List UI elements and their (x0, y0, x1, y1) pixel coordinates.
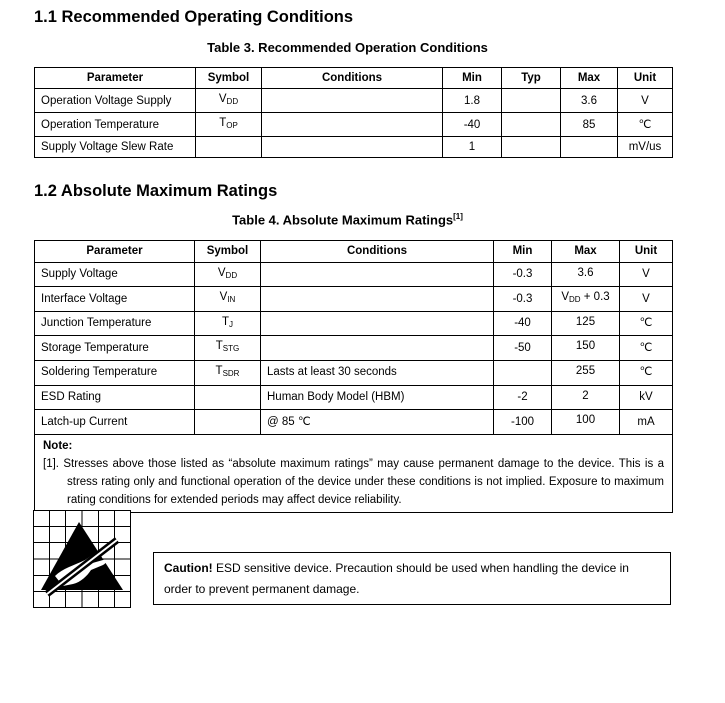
min-cell: -0.3 (494, 262, 552, 287)
note-row (35, 434, 673, 512)
col-header-conditions: Conditions (262, 68, 443, 89)
table-row (35, 336, 673, 361)
symbol-cell (195, 311, 261, 336)
symbol-subscript: IN (227, 295, 236, 305)
unit-cell: mV/us (618, 137, 673, 158)
note-text: [1]. Stresses above those listed as “absolute maximum ratings” may cause permanent damage to the device. This is a stress rating only and functional operation of the device under these conditions is not implied. Exposure to maximum rating conditions for extended periods may affect device reliability. (43, 457, 664, 506)
table-header-row (35, 241, 673, 263)
symbol-cell (196, 137, 262, 158)
symbol-cell (195, 385, 261, 410)
unit-cell: V (620, 287, 673, 312)
unit-cell: ℃ (618, 113, 673, 137)
min-cell (494, 360, 552, 385)
table-row (35, 113, 673, 137)
symbol-main: T (215, 364, 223, 377)
max-cell (552, 410, 620, 435)
symbol-main: V (218, 93, 227, 105)
col-header-parameter: Parameter (35, 241, 195, 263)
max-value: 125 (575, 315, 596, 328)
col-header-typ: Typ (502, 68, 561, 89)
max-value: 100 (575, 414, 596, 427)
col-header-parameter: Parameter (35, 68, 196, 89)
caution-box (153, 552, 671, 605)
symbol-main: V (219, 291, 228, 304)
parameter-cell: Interface Voltage (35, 287, 195, 312)
table4-caption (0, 212, 695, 227)
parameter-cell: Supply Voltage (35, 262, 195, 287)
recommended-conditions-table (34, 67, 673, 158)
col-header-symbol: Symbol (195, 241, 261, 263)
conditions-cell (262, 137, 443, 158)
min-cell: -2 (494, 385, 552, 410)
max-cell (561, 137, 618, 158)
table-row (35, 262, 673, 287)
conditions-cell (261, 262, 494, 287)
max-cell (552, 385, 620, 410)
max-subscript: DD (569, 295, 581, 305)
table-row (35, 89, 673, 113)
typ-cell (502, 113, 561, 137)
min-cell: -50 (494, 336, 552, 361)
col-header-min: Min (494, 241, 552, 263)
max-cell: 85 (561, 113, 618, 137)
max-value: 2 (582, 389, 589, 402)
symbol-cell (195, 287, 261, 312)
symbol-subscript: DD (225, 270, 238, 280)
unit-cell: mA (620, 410, 673, 435)
table-row (35, 385, 673, 410)
unit-cell: V (618, 89, 673, 113)
max-cell: 3.6 (561, 89, 618, 113)
esd-sensitive-icon (33, 510, 131, 608)
table-row (35, 137, 673, 158)
max-value: V (561, 291, 569, 304)
typ-cell (502, 137, 561, 158)
col-header-symbol: Symbol (196, 68, 262, 89)
max-cell (552, 262, 620, 287)
col-header-conditions: Conditions (261, 241, 494, 263)
symbol-subscript: J (229, 319, 234, 329)
symbol-cell (195, 336, 261, 361)
max-cell (552, 360, 620, 385)
min-cell: 1.8 (443, 89, 502, 113)
symbol-cell (196, 89, 262, 113)
conditions-cell (262, 113, 443, 137)
symbol-cell (195, 262, 261, 287)
col-header-min: Min (443, 68, 502, 89)
section-title-absolute-max: 1.2 Absolute Maximum Ratings (34, 182, 278, 200)
parameter-cell: Storage Temperature (35, 336, 195, 361)
symbol-main: V (217, 266, 226, 279)
unit-cell: V (620, 262, 673, 287)
parameter-cell: Operation Temperature (35, 113, 196, 137)
parameter-cell: Junction Temperature (35, 311, 195, 336)
table-row (35, 287, 673, 312)
col-header-unit: Unit (618, 68, 673, 89)
max-cell (552, 311, 620, 336)
symbol-subscript: SDR (222, 368, 240, 378)
note-label: Note: (43, 439, 73, 452)
typ-cell (502, 89, 561, 113)
col-header-max: Max (561, 68, 618, 89)
symbol-subscript: STG (222, 344, 240, 354)
symbol-main: T (215, 340, 223, 353)
conditions-cell (261, 336, 494, 361)
table4-caption-text: Table 4. Absolute Maximum Ratings (232, 212, 454, 228)
unit-cell: ℃ (620, 311, 673, 336)
unit-cell: kV (620, 385, 673, 410)
symbol-main: T (219, 117, 227, 129)
conditions-cell (261, 311, 494, 336)
parameter-cell: Supply Voltage Slew Rate (35, 137, 196, 158)
symbol-subscript: OP (226, 121, 238, 130)
parameter-cell: Operation Voltage Supply (35, 89, 196, 113)
unit-cell: ℃ (620, 336, 673, 361)
table-row (35, 410, 673, 435)
conditions-cell (261, 287, 494, 312)
max-cell (552, 287, 620, 312)
max-value: 3.6 (577, 266, 594, 279)
symbol-main: T (221, 315, 230, 328)
conditions-cell: @ 85 ℃ (261, 410, 494, 435)
min-cell: -40 (494, 311, 552, 336)
min-cell: -40 (443, 113, 502, 137)
symbol-cell (195, 410, 261, 435)
parameter-cell: Soldering Temperature (35, 360, 195, 385)
caution-label: Caution! (164, 561, 213, 575)
col-header-unit: Unit (620, 241, 673, 263)
table-row (35, 360, 673, 385)
max-cell (552, 336, 620, 361)
conditions-cell (262, 89, 443, 113)
table-row (35, 311, 673, 336)
conditions-cell: Human Body Model (HBM) (261, 385, 494, 410)
parameter-cell: Latch-up Current (35, 410, 195, 435)
note-cell (35, 434, 673, 512)
max-value: + 0.3 (580, 291, 610, 304)
symbol-cell (195, 360, 261, 385)
table4-caption-ref: [1] (453, 212, 463, 221)
unit-cell: ℃ (620, 360, 673, 385)
col-header-max: Max (552, 241, 620, 263)
section-title-recommended: 1.1 Recommended Operating Conditions (34, 8, 354, 26)
conditions-cell: Lasts at least 30 seconds (261, 360, 494, 385)
symbol-cell (196, 113, 262, 137)
min-cell: -0.3 (494, 287, 552, 312)
table-header-row (35, 68, 673, 89)
symbol-subscript: DD (226, 97, 239, 106)
caution-text: ESD sensitive device. Precaution should be used when handling the device in order to prevent permanent damage. (164, 561, 629, 596)
min-cell: -100 (494, 410, 552, 435)
absolute-max-ratings-table (34, 240, 673, 513)
max-value: 150 (575, 340, 596, 353)
table3-caption: Table 3. Recommended Operation Conditions (207, 40, 488, 55)
parameter-cell: ESD Rating (35, 385, 195, 410)
max-value: 255 (575, 364, 596, 377)
min-cell: 1 (443, 137, 502, 158)
